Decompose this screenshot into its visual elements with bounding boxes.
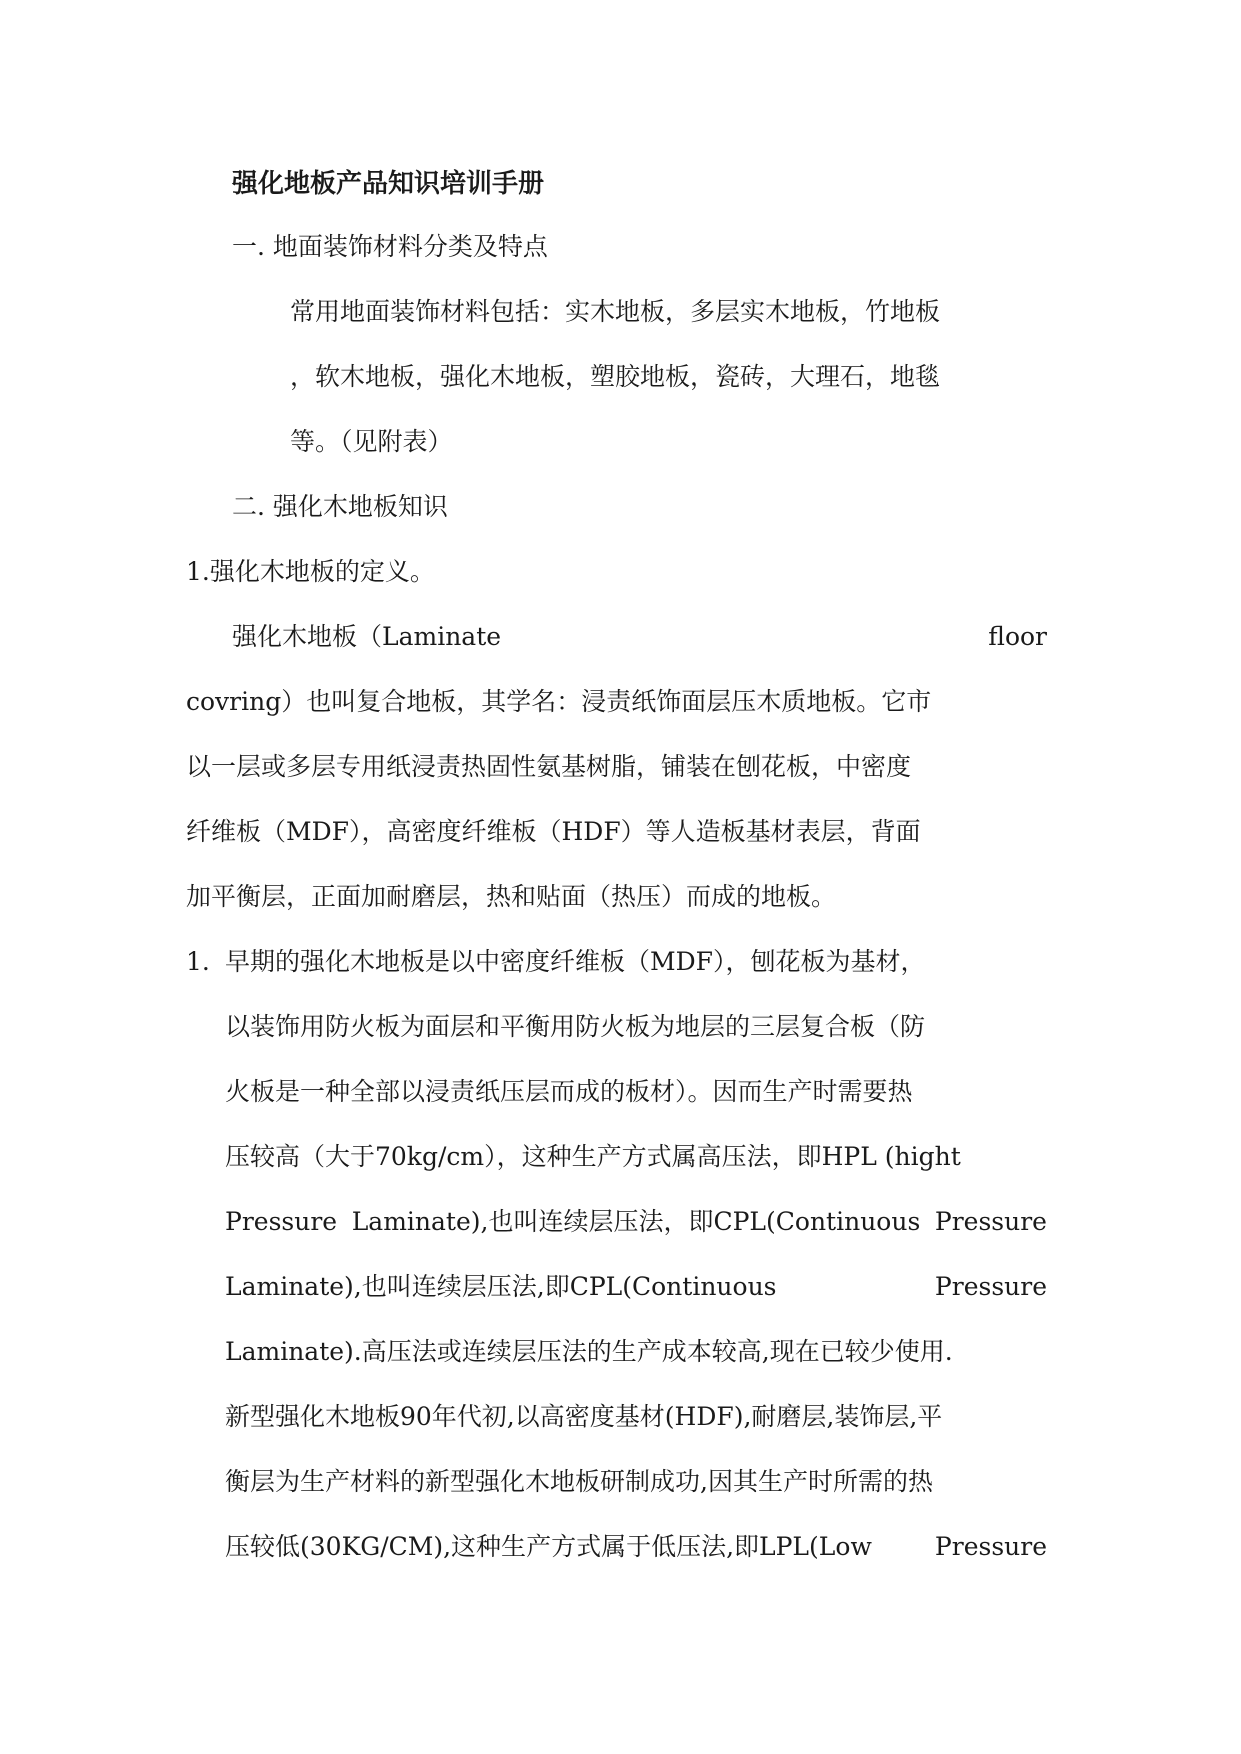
paragraph-line xyxy=(232,620,1047,654)
list-item-line: 压较高（大于70kg/cm），这种生产方式属高压法，即HPL (hight xyxy=(225,1142,961,1171)
subsection-heading: 1.强化木地板的定义。 xyxy=(186,557,435,586)
list-item-line: 衡层为生产材料的新型强化木地板研制成功,因其生产时所需的热 xyxy=(225,1467,933,1496)
section-heading-1: 一. 地面装饰材料分类及特点 xyxy=(232,232,548,261)
list-item-number: 1. xyxy=(186,947,210,976)
list-item-line xyxy=(225,1270,1047,1304)
list-item-line: 以装饰用防火板为面层和平衡用防火板为地层的三层复合板（防 xyxy=(225,1012,926,1041)
list-item-line xyxy=(225,1205,1047,1239)
paragraph-line: 等。（见附表） xyxy=(290,427,453,456)
text-span: Pressure xyxy=(934,1207,1047,1236)
text-span: Pressure xyxy=(934,1532,1047,1561)
paragraph-line: covring）也叫复合地板，其学名：浸责纸饰面层压木质地板。它市 xyxy=(186,687,932,716)
list-item-line xyxy=(225,1530,1047,1564)
paragraph-line: 纤维板（MDF），高密度纤维板（HDF）等人造板基材表层，背面 xyxy=(186,817,921,846)
document-title: 强化地板产品知识培训手册 xyxy=(232,169,545,199)
list-item-line: 火板是一种全部以浸责纸压层而成的板材）。因而生产时需要热 xyxy=(225,1077,913,1106)
list-item-line: 早期的强化木地板是以中密度纤维板（MDF），刨花板为基材， xyxy=(225,947,926,976)
text-span: floor xyxy=(988,622,1047,651)
text-span: Laminate),也叫连续层压法,即CPL(Continuous xyxy=(225,1272,777,1301)
paragraph-line: 以一层或多层专用纸浸责热固性氨基树脂，铺装在刨花板，中密度 xyxy=(186,752,912,781)
text-span: 强化木地板（Laminate xyxy=(232,622,502,651)
text-span: Pressure xyxy=(934,1272,1047,1301)
text-span: 压较低(30KG/CM),这种生产方式属于低压法,即LPL(Low xyxy=(225,1532,872,1561)
section-heading-2: 二. 强化木地板知识 xyxy=(232,492,448,521)
list-item-line: 新型强化木地板90年代初,以高密度基材(HDF),耐磨层,装饰层,平 xyxy=(225,1402,943,1431)
paragraph-line: ，软木地板，强化木地板，塑胶地板，瓷砖，大理石，地毯 xyxy=(290,362,941,391)
paragraph-line: 加平衡层，正面加耐磨层，热和贴面（热压）而成的地板。 xyxy=(186,882,837,911)
paragraph-line: 常用地面装饰材料包括：实木地板，多层实木地板，竹地板 xyxy=(290,297,941,326)
text-span: Pressure xyxy=(225,1207,338,1236)
list-item-line: Laminate).高压法或连续层压法的生产成本较高,现在已较少使用. xyxy=(225,1337,953,1366)
text-span: Laminate),也叫连续层压法，即CPL(Continuous xyxy=(351,1207,921,1236)
